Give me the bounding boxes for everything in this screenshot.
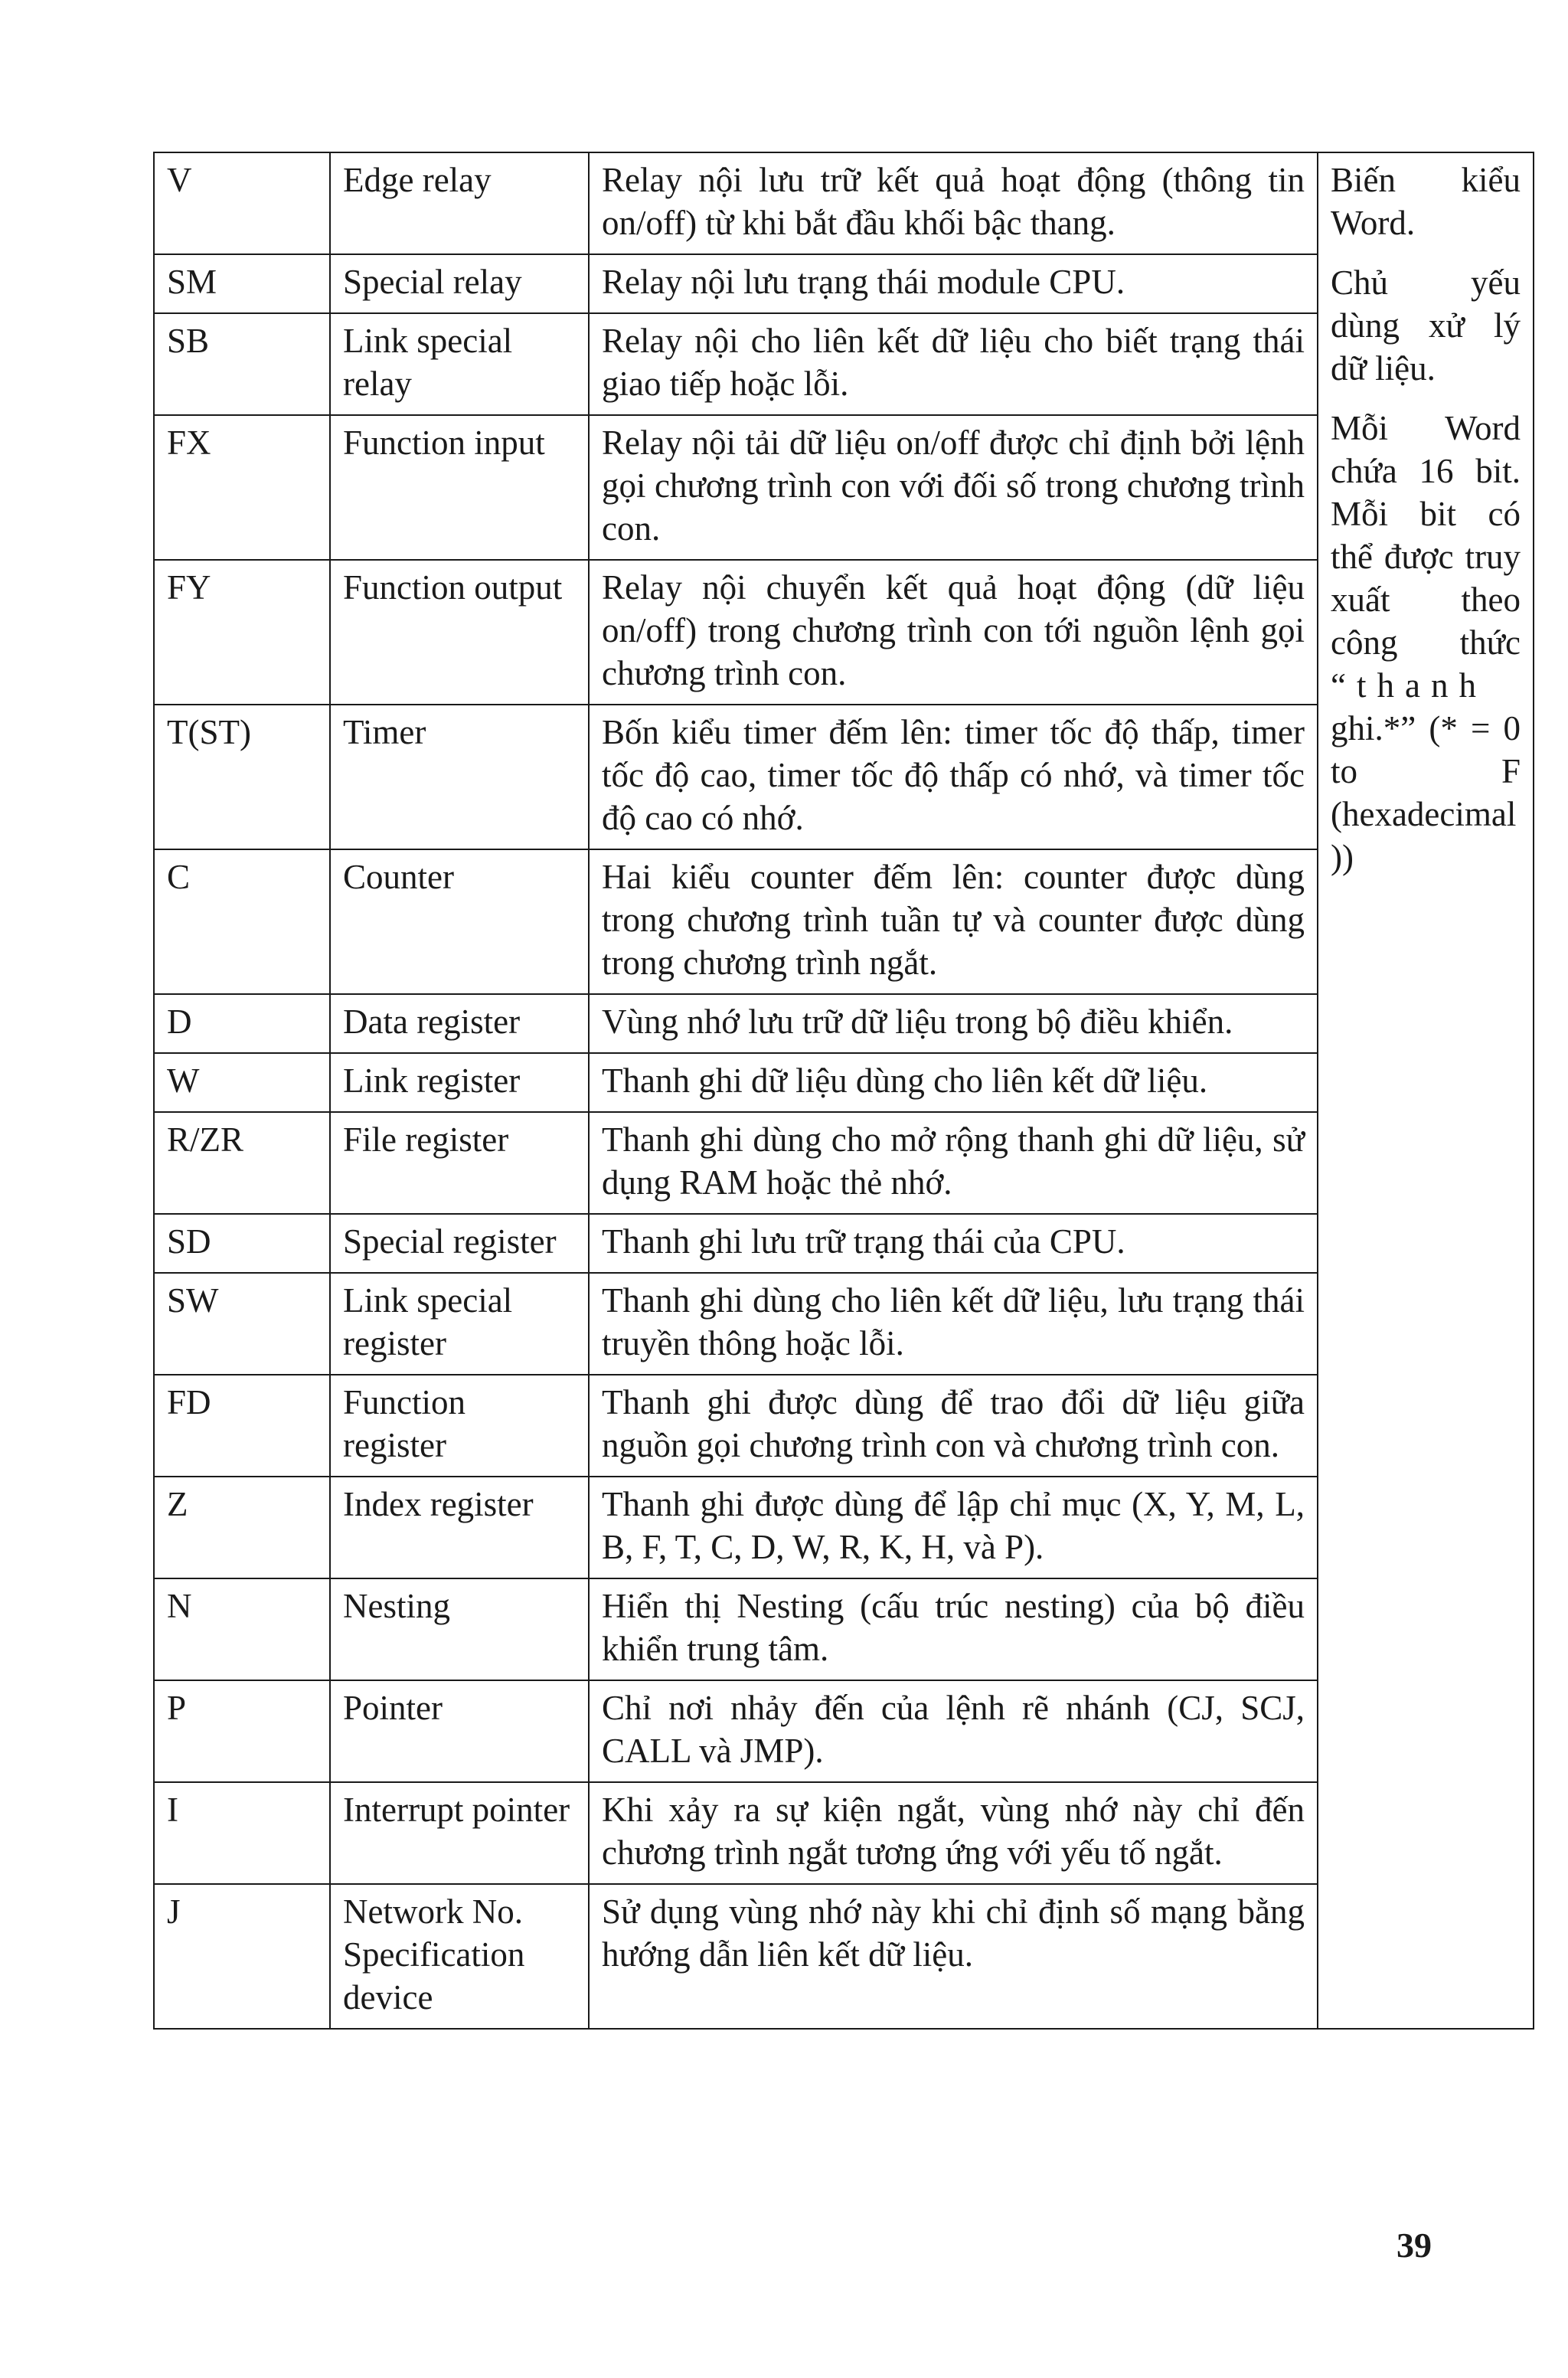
device-code-cell: R/ZR	[154, 1112, 330, 1214]
device-code-cell: SD	[154, 1214, 330, 1273]
device-name-cell: Timer	[330, 705, 589, 849]
device-name-cell: Data register	[330, 994, 589, 1053]
device-name-cell: Interrupt pointer	[330, 1782, 589, 1884]
device-code-cell: N	[154, 1578, 330, 1680]
device-description-cell: Thanh ghi dùng cho mở rộng thanh ghi dữ liệu, sử dụng RAM hoặc thẻ nhớ.	[589, 1112, 1318, 1214]
device-description-cell: Relay nội tải dữ liệu on/off được chỉ định bởi lệnh gọi chương trình con với đối số trong chương trình con.	[589, 415, 1318, 560]
device-code-cell: D	[154, 994, 330, 1053]
table-body	[154, 152, 1534, 2029]
note-paragraph-word-type: Biến kiểu Word.	[1331, 161, 1521, 242]
device-name-cell: Index register	[330, 1477, 589, 1578]
device-description-cell: Bốn kiểu timer đếm lên: timer tốc độ thấp, timer tốc độ cao, timer tốc độ thấp có nhớ, và timer tốc độ cao có nhớ.	[589, 705, 1318, 849]
note-bit-access-text: Mỗi Word chứa 16 bit. Mỗi bit có thể được truy xuất theo công thức	[1331, 409, 1521, 662]
device-code-cell: C	[154, 849, 330, 994]
device-code-cell: J	[154, 1884, 330, 2029]
device-description-cell: Relay nội chuyển kết quả hoạt động (dữ liệu on/off) trong chương trình con tới nguồn lệnh gọi chương trình con.	[589, 560, 1318, 705]
device-description-cell: Thanh ghi dùng cho liên kết dữ liệu, lưu trạng thái truyền thông hoặc lỗi.	[589, 1273, 1318, 1375]
device-name-cell: Link special relay	[330, 313, 589, 415]
device-code-cell: Z	[154, 1477, 330, 1578]
note-formula-text: “thanh	[1331, 666, 1487, 705]
device-code-cell: P	[154, 1680, 330, 1782]
device-name-cell: Nesting	[330, 1578, 589, 1680]
device-code-cell: T(ST)	[154, 705, 330, 849]
device-name-cell: Link register	[330, 1053, 589, 1112]
table-row	[154, 152, 1534, 254]
device-name-cell: Function register	[330, 1375, 589, 1477]
device-description-cell: Hiển thị Nesting (cấu trúc nesting) của bộ điều khiển trung tâm.	[589, 1578, 1318, 1680]
device-name-cell: Special register	[330, 1214, 589, 1273]
note-formula-range: ghi.*” (* = 0 to F (hexadecimal))	[1331, 709, 1521, 876]
device-description-cell: Thanh ghi lưu trữ trạng thái của CPU.	[589, 1214, 1318, 1273]
device-description-cell: Thanh ghi dữ liệu dùng cho liên kết dữ liệu.	[589, 1053, 1318, 1112]
device-description-cell: Relay nội lưu trữ kết quả hoạt động (thông tin on/off) từ khi bắt đầu khối bậc thang.	[589, 152, 1318, 254]
device-code-cell: SW	[154, 1273, 330, 1375]
word-type-note-cell	[1318, 152, 1534, 2029]
device-code-cell: I	[154, 1782, 330, 1884]
device-code-cell: V	[154, 152, 330, 254]
device-name-cell: Link special register	[330, 1273, 589, 1375]
device-code-cell: W	[154, 1053, 330, 1112]
device-name-cell: Edge relay	[330, 152, 589, 254]
device-name-cell: Function output	[330, 560, 589, 705]
device-description-cell: Chỉ nơi nhảy đến của lệnh rẽ nhánh (CJ, SCJ, CALL và JMP).	[589, 1680, 1318, 1782]
device-name-cell: Counter	[330, 849, 589, 994]
device-name-cell: Network No. Specification device	[330, 1884, 589, 2029]
device-description-cell: Thanh ghi được dùng để trao đổi dữ liệu giữa nguồn gọi chương trình con và chương trình con.	[589, 1375, 1318, 1477]
device-description-cell: Khi xảy ra sự kiện ngắt, vùng nhớ này chỉ đến chương trình ngắt tương ứng với yếu tố ngắt.	[589, 1782, 1318, 1884]
device-table	[153, 152, 1534, 2030]
device-code-cell: FD	[154, 1375, 330, 1477]
device-name-cell: Function input	[330, 415, 589, 560]
note-paragraph-usage: Chủ yếu dùng xử lý dữ liệu.	[1331, 263, 1521, 388]
device-description-cell: Hai kiểu counter đếm lên: counter được dùng trong chương trình tuần tự và counter được dùng trong chương trình ngắt.	[589, 849, 1318, 994]
device-name-cell: Pointer	[330, 1680, 589, 1782]
device-name-cell: File register	[330, 1112, 589, 1214]
device-description-cell: Relay nội cho liên kết dữ liệu cho biết trạng thái giao tiếp hoặc lỗi.	[589, 313, 1318, 415]
device-name-cell: Special relay	[330, 254, 589, 313]
device-code-cell: FX	[154, 415, 330, 560]
device-description-cell: Sử dụng vùng nhớ này khi chỉ định số mạng bằng hướng dẫn liên kết dữ liệu.	[589, 1884, 1318, 2029]
device-code-cell: SM	[154, 254, 330, 313]
page-number: 39	[1396, 2226, 1432, 2265]
note-paragraph-bit-access	[1331, 407, 1521, 878]
device-code-cell: FY	[154, 560, 330, 705]
device-description-cell: Thanh ghi được dùng để lập chỉ mục (X, Y, M, L, B, F, T, C, D, W, R, K, H, và P).	[589, 1477, 1318, 1578]
device-description-cell: Relay nội lưu trạng thái module CPU.	[589, 254, 1318, 313]
device-code-cell: SB	[154, 313, 330, 415]
device-description-cell: Vùng nhớ lưu trữ dữ liệu trong bộ điều khiển.	[589, 994, 1318, 1053]
